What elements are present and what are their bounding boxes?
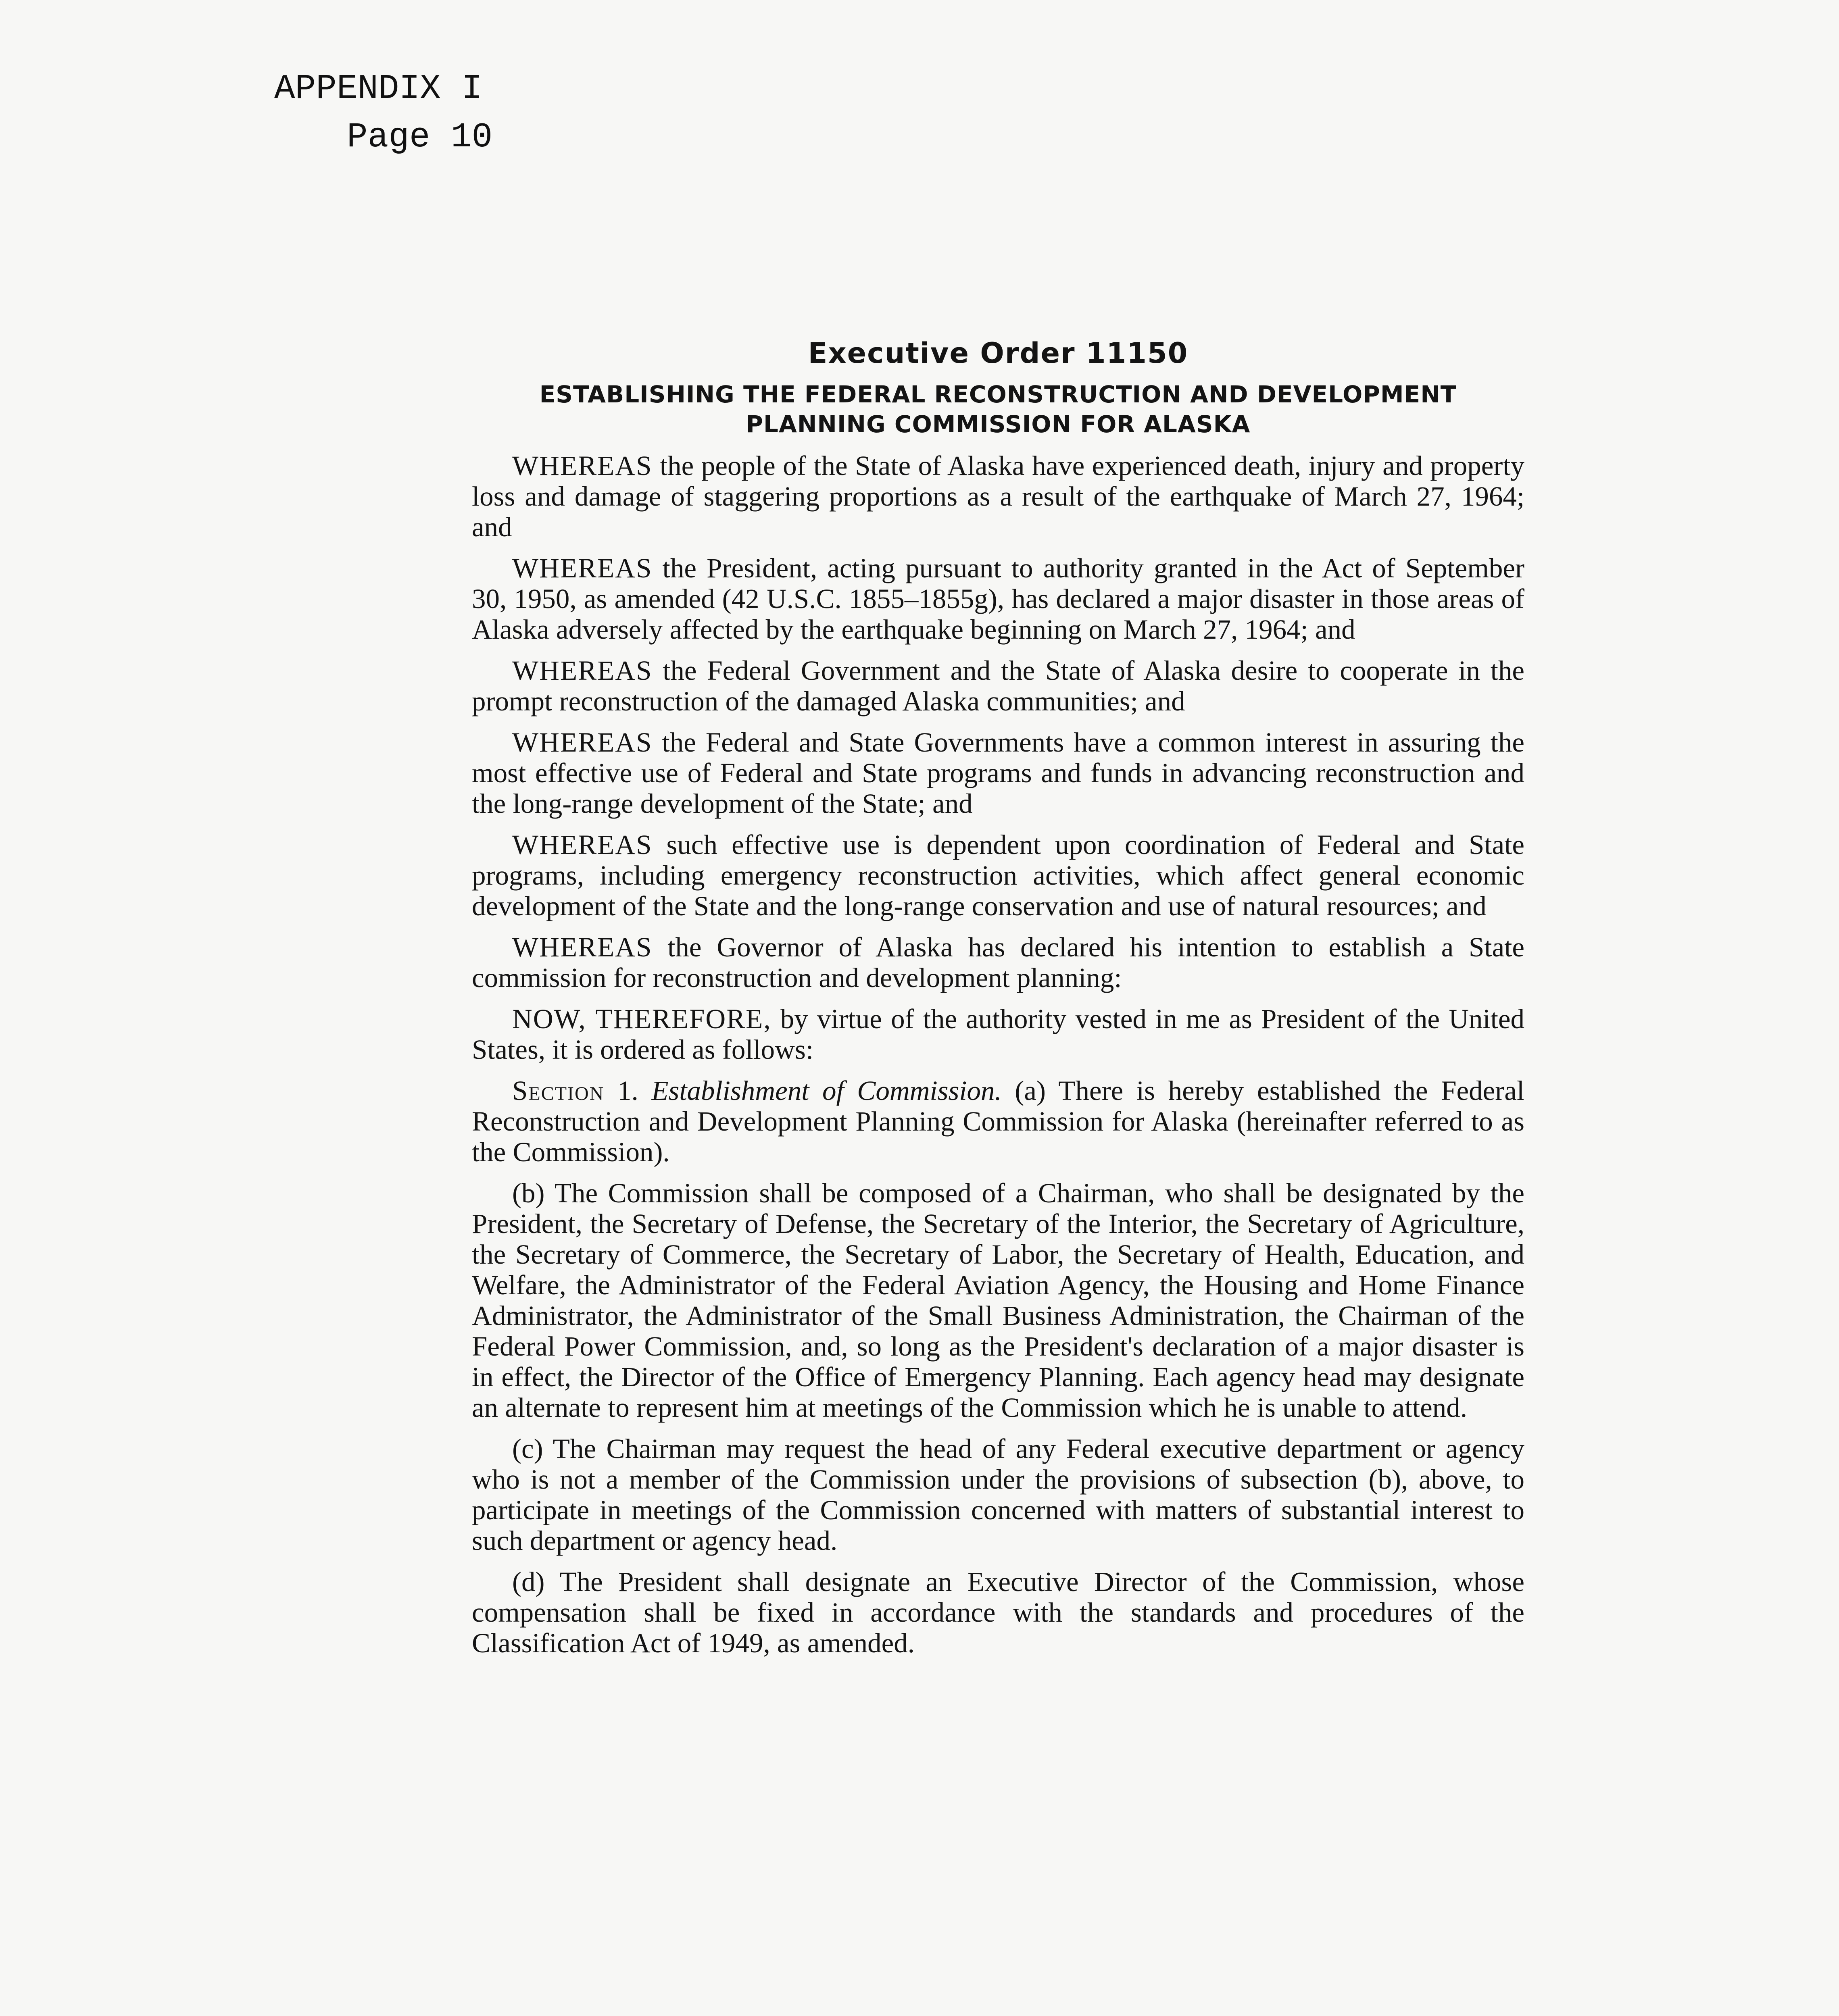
paragraph-text: the President, acting pursuant to authority granted in the Act of September 30, 1950, as amended (42 U.S.C. 1855–1855g), has declared a major disaster in those areas of Alaska adversely affected by the earthquake beginning on March 27, 1964; and [472,553,1524,645]
paragraph-lead: WHEREAS [512,553,653,583]
order-subtitle-line: PLANNING COMMISSION FOR ALASKA [746,410,1251,438]
appendix-page-label: Page 10 [347,117,493,157]
appendix-header [274,65,492,161]
whereas-paragraph [472,553,1524,645]
whereas-paragraph [472,829,1524,921]
bleed-through [605,56,881,84]
paragraph-text: the Governor of Alaska has declared his intention to establish a State commission for reconstruction and development planning: [472,932,1524,993]
order-title: Executive Order 11150 [808,337,1188,370]
order-subtitle-line: ESTABLISHING THE FEDERAL RECONSTRUCTION AND DEVELOPMENT [539,381,1457,408]
executive-order [472,337,1524,1669]
paragraph-text: by virtue of the authority vested in me as President of the United States, it is ordered as follows: [472,1004,1525,1065]
subsection-paragraph: (d) The President shall designate an Executive Director of the Commission, whose compensation shall be fixed in accordance with the standards and procedures of the Classification Act of 1949, as amended. [472,1566,1524,1658]
paragraph-lead: NOW, THEREFORE, [512,1004,771,1034]
whereas-paragraph [472,932,1524,993]
whereas-paragraph [472,727,1524,819]
section-heading: Establishment of Commission. [651,1075,1002,1106]
whereas-paragraph [472,450,1524,542]
section-text: (a) There is hereby established the Federal Reconstruction and Development Planning Commission for Alaska (hereinafter referred to as the Commission). [472,1075,1525,1167]
paragraph-text: the Federal and State Governments have a common interest in assuring the most effective use of Federal and State programs and funds in advancing reconstruction and the long-range development of the State; and [472,727,1524,819]
section-label: Section [512,1075,605,1106]
paragraph-text: such effective use is dependent upon coordination of Federal and State programs, including emergency reconstruction activities, which affect general economic development of the State and the long-range conservation and use of natural resources; and [472,829,1524,921]
subsection-paragraph: (b) The Commission shall be composed of a Chairman, who shall be designated by the President, the Secretary of Defense, the Secretary of the Interior, the Secretary of Agriculture, the Secretary of Commerce, the Secretary of Labor, the Secretary of Health, Education, and Welfare, the Administrator of the Federal Aviation Agency, the Housing and Home Finance Administrator, the Administrator of the Small Business Administration, the Chairman of the Federal Power Commission, and, so long as the President's declaration of a major disaster is in effect, the Director of the Office of Emergency Planning. Each agency head may designate an alternate to represent him at meetings of the Commission which he is unable to attend. [472,1178,1524,1423]
now-therefore-paragraph [472,1004,1524,1065]
whereas-paragraph [472,655,1524,716]
section-1-paragraph [472,1075,1524,1167]
paragraph-lead: WHEREAS [512,450,653,481]
order-subtitle [472,379,1524,439]
paragraph-text: the Federal Government and the State of Alaska desire to cooperate in the prompt reconstruction of the damaged Alaska communities; and [472,655,1524,716]
paragraph-lead: WHEREAS [512,829,653,860]
subsection-paragraph: (c) The Chairman may request the head of any Federal executive department or agency who is not a member of the Commission under the provisions of subsection (b), above, to participate in meetings of the Commission concerned with matters of substantial interest to such department or agency head. [472,1433,1524,1556]
paragraph-text: the people of the State of Alaska have experienced death, injury and property loss and damage of staggering proportions as a result of the earthquake of March 27, 1964; and [472,450,1524,542]
paragraph-lead: WHEREAS [512,727,653,758]
paragraph-lead: WHEREAS [512,655,653,686]
section-number: 1. [604,1075,652,1106]
appendix-label: APPENDIX I [274,69,483,108]
paragraph-lead: WHEREAS [512,932,653,962]
